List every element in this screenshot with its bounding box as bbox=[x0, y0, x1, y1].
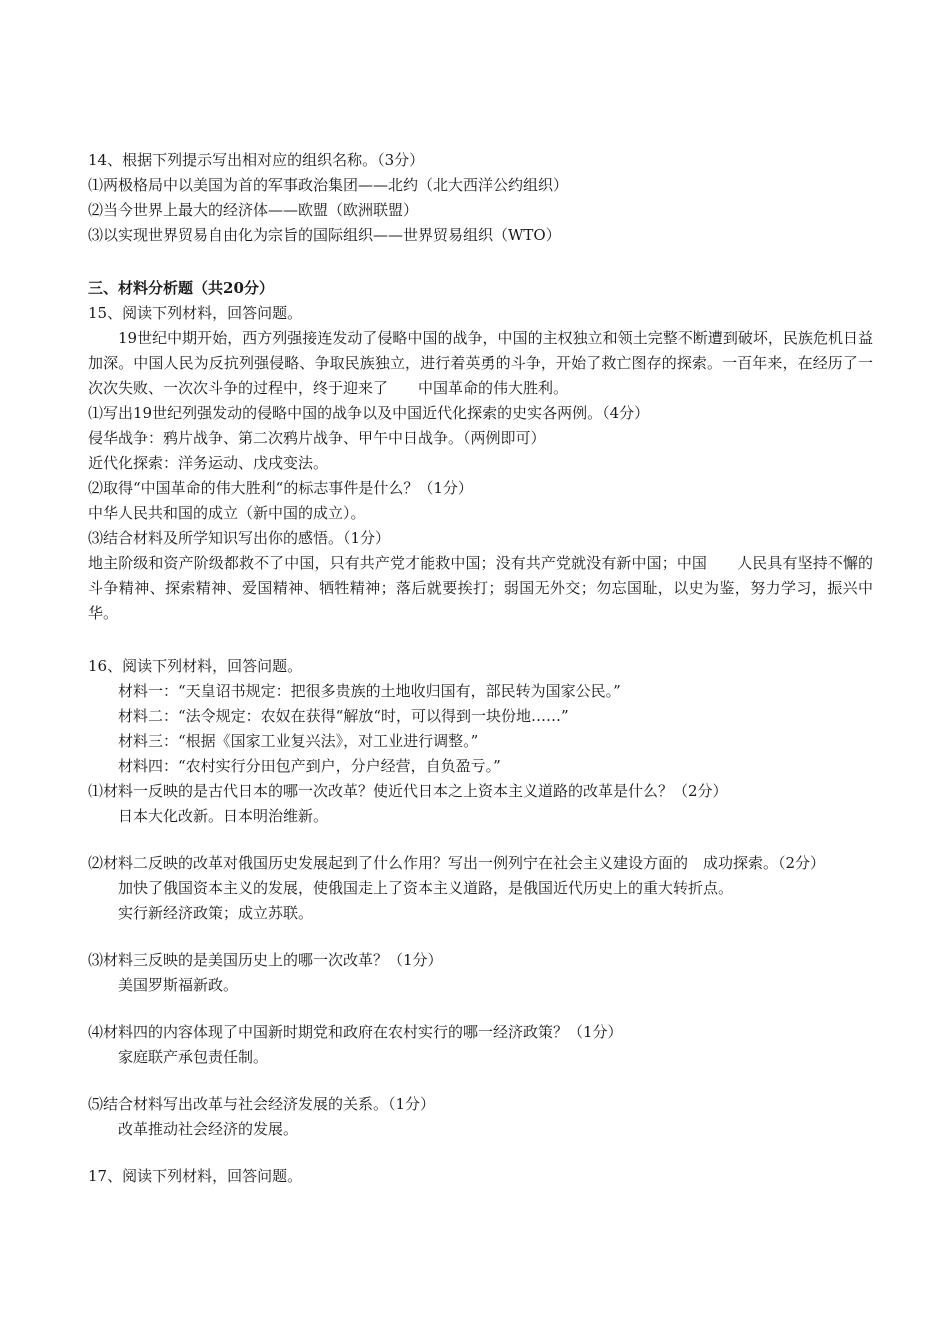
q15-sub1-question: ⑴写出19世纪列强发动的侵略中国的战争以及中国近代化探索的史实各两例。（4分） bbox=[88, 404, 650, 422]
q16-sub2-question: ⑵材料二反映的改革对俄国历史发展起到了什么作用？写出一例列宁在社会主义建设方面的 成功探索。（2分） bbox=[88, 854, 826, 872]
q15-sub3-question: ⑶结合材料及所学知识写出你的感悟。（1分） bbox=[88, 529, 391, 547]
q16-sub5-question: ⑸结合材料写出改革与社会经济发展的关系。（1分） bbox=[88, 1095, 436, 1113]
q14-item-1: ⑴两极格局中以美国为首的军事政治集团——北约（北大西洋公约组织） bbox=[88, 176, 569, 194]
q16-sub3-question: ⑶材料三反映的是美国历史上的哪一次改革？（1分） bbox=[88, 951, 443, 969]
q15-sub1-answer-wars: 侵华战争：鸦片战争、第二次鸦片战争、甲午中日战争。（两例即可） bbox=[88, 429, 546, 447]
q14-item-3: ⑶以实现世界贸易自由化为宗旨的国际组织——世界贸易组织（WTO） bbox=[88, 226, 561, 244]
q16-material-1: 材料一：“天皇诏书规定：把很多贵族的土地收归国有，部民转为国家公民。” bbox=[118, 682, 621, 700]
q17-title: 17、阅读下列材料，回答问题。 bbox=[88, 1167, 303, 1185]
q16-material-3: 材料三：“根据《国家工业复兴法》，对工业进行调整。” bbox=[118, 732, 479, 750]
q16-sub3-answer: 美国罗斯福新政。 bbox=[118, 976, 239, 994]
q16-sub2-answer-b: 实行新经济政策；成立苏联。 bbox=[118, 904, 314, 922]
q14-item-2: ⑵当今世界上最大的经济体——欧盟（欧洲联盟） bbox=[88, 201, 419, 219]
q15-sub3-answer: 地主阶级和资产阶级都救不了中国，只有共产党才能救中国；没有共产党就没有新中国；中国 人民具有坚持不懈的斗争精神、探索精神、爱国精神、牺牲精神；落后就要挨打；弱国无外交；勿忘国耻，以史为鉴，努力学习，振兴中华。 bbox=[88, 554, 873, 622]
q16-sub2-answer-a: 加快了俄国资本主义的发展，使俄国走上了资本主义道路，是俄国近代历史上的重大转折点。 bbox=[118, 879, 734, 897]
q15-sub1-answer-explore: 近代化探索：洋务运动、戊戌变法。 bbox=[88, 454, 329, 472]
q16-sub1-question: ⑴材料一反映的是古代日本的哪一次改革？使近代日本之上资本主义道路的改革是什么？（2分） bbox=[88, 782, 728, 800]
q16-sub5-answer: 改革推动社会经济的发展。 bbox=[118, 1120, 299, 1138]
section3-heading: 三、材料分析题（共20分） bbox=[88, 279, 274, 297]
q15-sub2-question: ⑵取得“中国革命的伟大胜利“的标志事件是什么？（1分） bbox=[88, 479, 473, 497]
q14-title: 14、根据下列提示写出相对应的组织名称。（3分） bbox=[88, 151, 425, 169]
q15-title: 15、阅读下列材料，回答问题。 bbox=[88, 304, 303, 322]
q16-sub1-answer: 日本大化改新。日本明治维新。 bbox=[118, 807, 329, 825]
q16-title: 16、阅读下列材料，回答问题。 bbox=[88, 657, 303, 675]
q16-sub4-question: ⑷材料四的内容体现了中国新时期党和政府在农村实行的哪一经济政策？（1分） bbox=[88, 1023, 623, 1041]
q15-material: 19世纪中期开始，西方列强接连发动了侵略中国的战争，中国的主权独立和领土完整不断遭到破坏，民族危机日益加深。中国人民为反抗列强侵略、争取民族独立，进行着英勇的斗争，开始了救亡图存的探索。一百年来，在经历了一次次失败、一次次斗争的过程中，终于迎来了 中国革命的伟大胜利。 bbox=[88, 329, 873, 397]
q15-sub2-answer: 中华人民共和国的成立（新中国的成立）。 bbox=[88, 504, 366, 522]
q16-material-4: 材料四：“农村实行分田包产到户，分户经营，自负盈亏。” bbox=[118, 757, 501, 775]
q16-sub4-answer: 家庭联产承包责任制。 bbox=[118, 1048, 269, 1066]
document-page bbox=[88, 148, 878, 1189]
q16-material-2: 材料二：“法令规定：农奴在获得“解放“时，可以得到一块份地……” bbox=[118, 707, 569, 725]
